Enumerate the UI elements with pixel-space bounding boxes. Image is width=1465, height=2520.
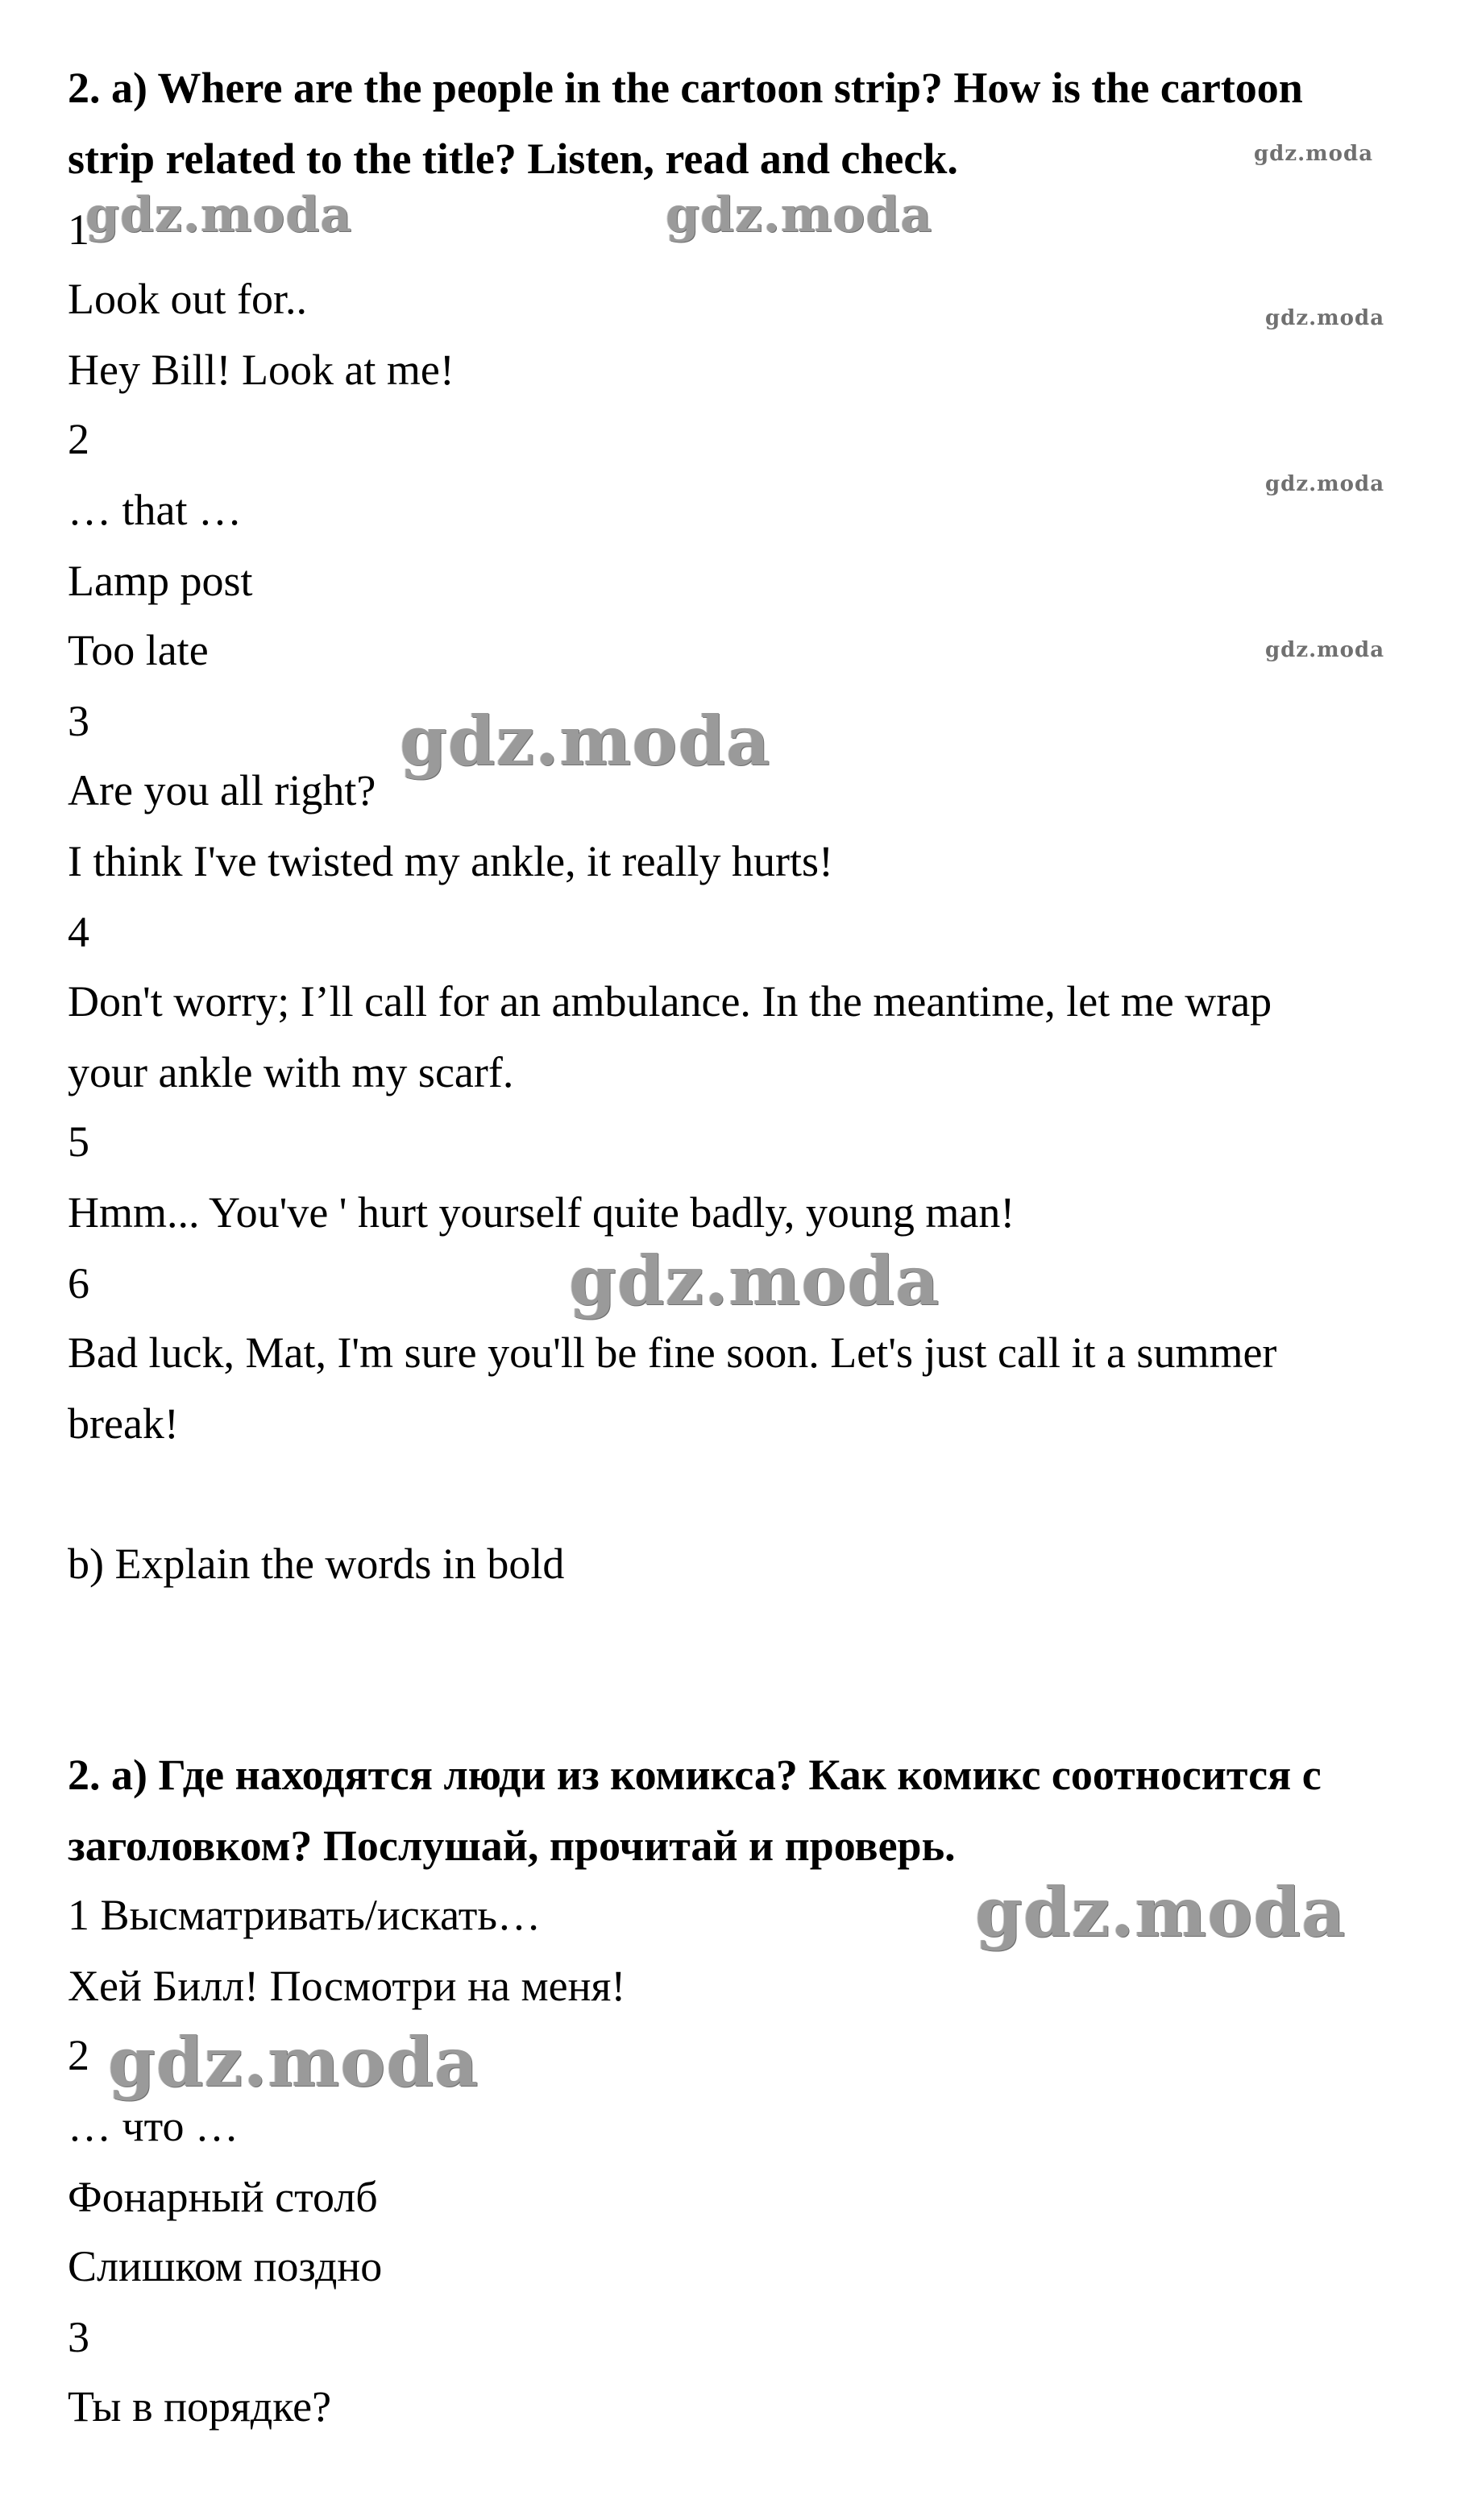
- dialogue-line: 3: [68, 697, 89, 745]
- watermark: gdz.moda: [1254, 142, 1374, 166]
- watermark: gdz.moda: [569, 1241, 940, 1320]
- dialogue-line: your ankle with my scarf.: [68, 1048, 514, 1096]
- watermark: gdz.moda: [108, 2022, 479, 2102]
- dialogue-line: Hmm... You've ' hurt yourself quite badly, young man!: [68, 1188, 1015, 1237]
- translation-line: Ты в порядке?: [68, 2382, 332, 2431]
- exercise-heading-ru-line2: заголовком? Послушай, прочитай и проверь.: [68, 1822, 956, 1870]
- dialogue-line: Don't worry; I’ll call for an ambulance. In the meantime, let me wrap: [68, 977, 1272, 1026]
- dialogue-line: Are you all right?: [68, 766, 376, 814]
- translation-line: Фонарный столб: [68, 2173, 378, 2221]
- watermark: gdz.moda: [666, 187, 933, 243]
- translation-line: … что …: [68, 2102, 239, 2150]
- translation-line: 1 Высматривать/искать…: [68, 1891, 541, 1939]
- dialogue-line: break!: [68, 1399, 179, 1448]
- translation-line: 2: [68, 2031, 89, 2079]
- watermark: gdz.moda: [1265, 306, 1385, 330]
- dialogue-line: Lamp post: [68, 557, 253, 605]
- dialogue-line: Hey Bill! Look at me!: [68, 346, 454, 394]
- dialogue-line: Look out for..: [68, 275, 307, 323]
- exercise-part-b: b) Explain the words in bold: [68, 1540, 565, 1588]
- watermark: gdz.moda: [1265, 472, 1385, 496]
- dialogue-line: … that …: [68, 486, 242, 534]
- dialogue-line: Bad luck, Mat, I'm sure you'll be fine soon. Let's just call it a summer: [68, 1328, 1277, 1377]
- watermark: gdz.moda: [1265, 638, 1385, 662]
- watermark: gdz.moda: [85, 187, 353, 243]
- dialogue-line: I think I've twisted my ankle, it really hurts!: [68, 837, 834, 885]
- watermark: gdz.moda: [400, 701, 771, 781]
- translation-line: 3: [68, 2313, 89, 2361]
- exercise-heading-en-line1: 2. a) Where are the people in the cartoon strip? How is the cartoon: [68, 64, 1303, 112]
- dialogue-line: 5: [68, 1117, 89, 1166]
- dialogue-line: 6: [68, 1259, 89, 1308]
- exercise-heading-ru-line1: 2. а) Где находятся люди из комикса? Как комикс соотносится с: [68, 1751, 1322, 1799]
- translation-line: Слишком поздно: [68, 2242, 383, 2290]
- dialogue-line: 2: [68, 415, 89, 463]
- exercise-heading-en-line2: strip related to the title? Listen, read and check.: [68, 135, 958, 183]
- dialogue-line: 1: [68, 205, 89, 254]
- dialogue-line: 4: [68, 908, 89, 956]
- translation-line: Хей Билл! Посмотри на меня!: [68, 1962, 626, 2010]
- watermark: gdz.moda: [975, 1872, 1347, 1952]
- dialogue-line: Too late: [68, 626, 209, 674]
